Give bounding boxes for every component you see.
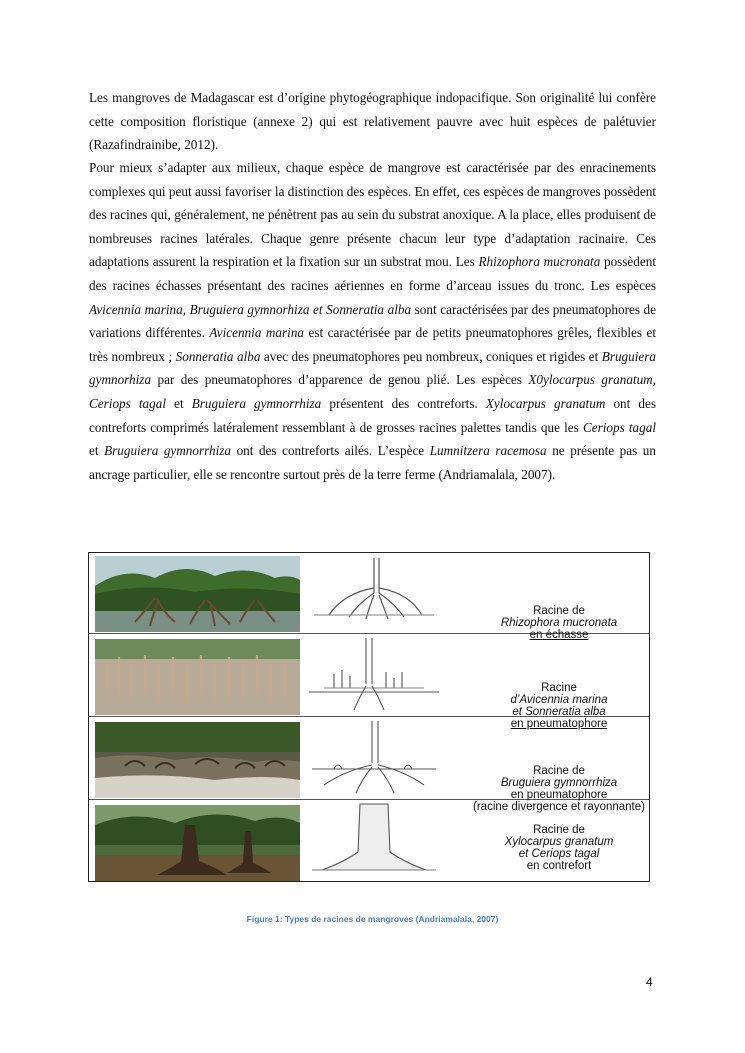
label-xylocarpus: Racine de Xylocarpus granatum et Ceriops tagal en contrefort bbox=[504, 824, 614, 872]
sketch-knee-roots bbox=[304, 719, 444, 799]
label-avicennia: Racine d’Avicennia marina et Sonneratia alba en pneumatophore bbox=[510, 682, 608, 730]
figure-root-types bbox=[88, 552, 650, 882]
figure-row-bruguiera bbox=[89, 719, 649, 813]
page-number: 4 bbox=[646, 975, 653, 989]
paragraph-roots: Pour mieux s’adapter aux milieux, chaque espèce de mangrove est caractérisée par des enracinements complexes qui peut aussi favoriser la distinction des espèces. En effet, ces espèces de mangroves possèdent des racines qui, généralement, ne pénètrent pas au sein du substrat anoxique. A la place, elles produisent de nombreuses racines latérales. Chaque genre présente chacun leur type d’adaptation racinaire. Ces adaptations assurent la respiration et la fixation sur un substrat mou. Les Rhizophora mucronata possèdent des racines échasses présentant des racines aériennes en forme d’arceau issues du tronc. Les espèces Avicennia marina, Bruguiera gymnorhiza et Sonneratia alba sont caractérisées par des pneumatophores de variations différentes. Avicennia marina est caractérisée par de petits pneumatophores grêles, flexibles et très nombreux ; Sonneratia alba avec des pneumatophores peu nombreux, coniques et rigides et Bruguiera gymnorhiza par des pneumatophores d’apparence de genou plié. Les espèces X0ylocarpus granatum, Ceriops tagal et Bruguiera gymnorrhiza présentent des contreforts. Xylocarpus granatum ont des contreforts comprimés latéralement ressemblant à de grosses racines palettes tandis que les Ceriops tagal et Bruguiera gymnorrhiza ont des contreforts ailés. L’espèce Lumnitzera racemosa ne présente pas un ancrage particulier, elle se rencontre surtout près de la terre ferme (Andriamalala, 2007). bbox=[89, 160, 657, 482]
paragraph-intro: Les mangroves de Madagascar est d’origine phytogéographique indopacifique. Son originalité lui confère cette composition floristique (annexe 2) qui est relativement pauvre avec huit espèces de palétuvier (Razafindrainibe, 2012). bbox=[89, 90, 656, 153]
figure-caption: Figure 1: Types de racines de mangroves (Andriamalala, 2007) bbox=[246, 914, 499, 924]
photo-xylocarpus bbox=[95, 805, 300, 881]
sketch-stilt-roots bbox=[304, 553, 444, 633]
figure-row-rhizophora bbox=[89, 553, 649, 641]
sketch-pneumatophores bbox=[304, 636, 444, 716]
sketch-buttress-roots bbox=[304, 802, 444, 882]
figure-row-avicennia bbox=[89, 636, 649, 730]
figure-row-xylocarpus bbox=[89, 802, 649, 881]
label-rhizophora: Racine de Rhizophora mucronata en échasse bbox=[500, 605, 618, 641]
photo-rhizophora bbox=[95, 556, 300, 632]
photo-bruguiera bbox=[95, 722, 300, 798]
label-bruguiera: Racine de Bruguiera gymnorrhiza en pneumatophore (racine divergence et rayonnante) bbox=[473, 765, 645, 813]
photo-avicennia bbox=[95, 639, 300, 715]
